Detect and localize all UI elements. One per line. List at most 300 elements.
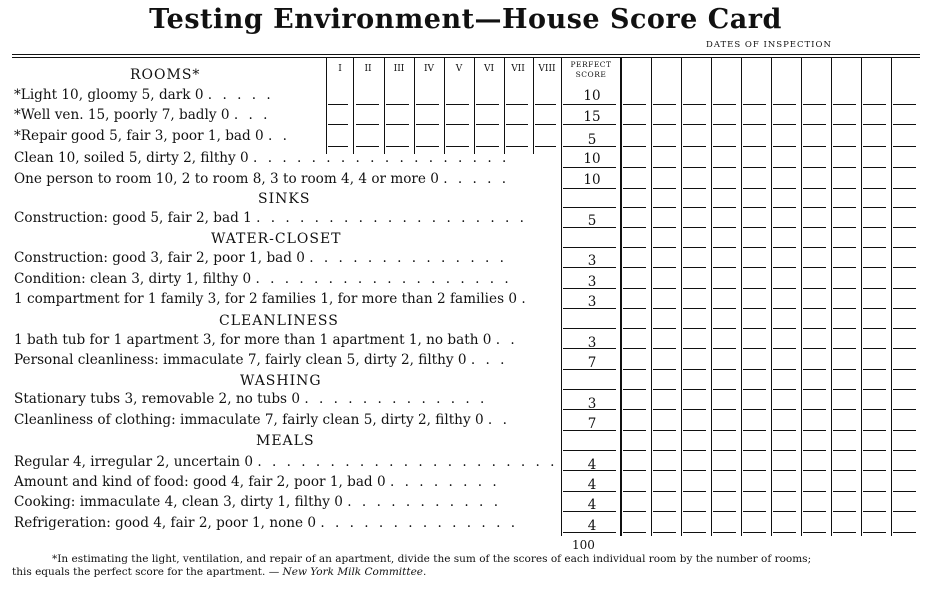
grid-cell-line	[683, 288, 706, 289]
grid-cell-line	[683, 450, 706, 451]
section-washing: WASHING	[240, 373, 322, 389]
grid-cell-line	[563, 247, 616, 248]
grid-cell-line	[773, 288, 796, 289]
item-row	[14, 209, 527, 227]
date-col-line	[801, 58, 802, 536]
item-leader: . . .	[470, 352, 508, 368]
grid-cell-line	[743, 328, 766, 329]
section-cleanliness: CLEANLINESS	[219, 313, 339, 329]
room-header-2: II	[364, 64, 372, 74]
grid-cell-line	[743, 369, 766, 370]
room-cell-line	[476, 146, 499, 147]
grid-cell-line	[563, 188, 616, 189]
grid-cell-line	[833, 288, 856, 289]
perfect-score-value: 4	[587, 477, 597, 493]
grid-cell-line	[773, 450, 796, 451]
grid-cell-line	[623, 308, 646, 309]
grid-cell-line	[683, 227, 706, 228]
grid-cell-line	[653, 409, 676, 410]
grid-cell-line	[743, 308, 766, 309]
perfect-score-value: 5	[587, 213, 597, 229]
grid-cell-line	[833, 146, 856, 147]
item-row	[14, 514, 518, 532]
room-col-line	[474, 58, 475, 154]
grid-cell-line	[623, 328, 646, 329]
grid-cell-line	[893, 207, 916, 208]
grid-cell-line	[683, 409, 706, 410]
grid-cell-line	[683, 308, 706, 309]
page-title: Testing Environment—House Score Card	[149, 4, 782, 35]
grid-cell-line	[893, 491, 916, 492]
grid-cell-line	[743, 227, 766, 228]
room-cell-line	[356, 124, 379, 125]
grid-cell-line	[563, 511, 616, 512]
grid-cell-line	[893, 450, 916, 451]
grid-cell-line	[893, 227, 916, 228]
grid-cell-line	[713, 146, 736, 147]
grid-cell-line	[863, 267, 886, 268]
grid-cell-line	[653, 430, 676, 431]
grid-cell-line	[863, 450, 886, 451]
grid-cell-line	[713, 207, 736, 208]
item-label: Construction: good 5, fair 2, bad 1	[14, 210, 252, 226]
grid-cell-line	[653, 308, 676, 309]
grid-cell-line	[683, 369, 706, 370]
grid-cell-line	[833, 167, 856, 168]
grid-cell-line	[713, 308, 736, 309]
grid-cell-line	[893, 267, 916, 268]
item-label: Construction: good 3, fair 2, poor 1, bad 0	[14, 250, 305, 266]
grid-cell-line	[833, 188, 856, 189]
grid-cell-line	[893, 511, 916, 512]
grid-cell-line	[893, 167, 916, 168]
grid-cell-line	[623, 104, 646, 105]
room-cell-line	[386, 124, 409, 125]
grid-cell-line	[713, 532, 736, 533]
grid-cell-line	[833, 470, 856, 471]
grid-cell-line	[773, 369, 796, 370]
grid-cell-line	[653, 267, 676, 268]
room-cell-line	[356, 104, 379, 105]
grid-cell-line	[743, 167, 766, 168]
grid-cell-line	[683, 328, 706, 329]
grid-cell-line	[773, 389, 796, 390]
grid-cell-line	[773, 532, 796, 533]
grid-cell-line	[833, 389, 856, 390]
item-leader: . .	[495, 332, 518, 348]
grid-cell-line	[743, 207, 766, 208]
grid-cell-line	[773, 188, 796, 189]
item-row	[14, 390, 487, 408]
grid-cell-line	[683, 511, 706, 512]
section-sinks: SINKS	[258, 191, 311, 207]
grid-cell-line	[773, 124, 796, 125]
grid-cell-line	[803, 124, 826, 125]
grid-cell-line	[653, 532, 676, 533]
grid-cell-line	[833, 207, 856, 208]
grid-cell-line	[803, 430, 826, 431]
grid-cell-line	[563, 491, 616, 492]
grid-cell-line	[863, 491, 886, 492]
item-row	[14, 149, 509, 167]
room-col-line	[353, 58, 354, 154]
room-cell-line	[446, 104, 469, 105]
grid-cell-line	[713, 430, 736, 431]
grid-cell-line	[803, 348, 826, 349]
grid-cell-line	[623, 348, 646, 349]
grid-cell-line	[863, 207, 886, 208]
item-leader: . . . . . . . . . . . . . . . . . . . . .	[257, 454, 558, 470]
section-rooms: ROOMS*	[130, 67, 201, 83]
perfect-score-header-line1: PERFECT	[570, 60, 612, 69]
grid-cell-line	[833, 328, 856, 329]
grid-cell-line	[683, 267, 706, 268]
item-label: 1 bath tub for 1 apartment 3, for more than 1 apartment 1, no bath 0	[14, 332, 492, 348]
grid-cell-line	[803, 227, 826, 228]
perfect-score-value: 3	[587, 396, 597, 412]
grid-cell-line	[623, 450, 646, 451]
grid-cell-line	[893, 348, 916, 349]
grid-cell-line	[803, 511, 826, 512]
footnote-line-1: *In estimating the light, ventilation, and repair of an apartment, divide the sum of the scores of each individual room by the number of rooms;	[52, 553, 812, 565]
grid-cell-line	[683, 430, 706, 431]
item-label: *Repair good 5, fair 3, poor 1, bad 0	[14, 128, 264, 144]
grid-cell-line	[773, 308, 796, 309]
grid-cell-line	[803, 188, 826, 189]
grid-cell-line	[713, 348, 736, 349]
grid-cell-line	[563, 207, 616, 208]
grid-cell-line	[713, 491, 736, 492]
grid-cell-line	[803, 532, 826, 533]
item-label: Amount and kind of food: good 4, fair 2, poor 1, bad 0	[14, 474, 386, 490]
date-col-line	[681, 58, 682, 536]
grid-cell-line	[563, 348, 616, 349]
item-leader: . . . . . . . .	[389, 474, 500, 490]
grid-cell-line	[623, 207, 646, 208]
room-header-1: I	[338, 64, 342, 74]
item-leader: . . .	[233, 107, 271, 123]
grid-cell-line	[623, 470, 646, 471]
grid-cell-line	[623, 146, 646, 147]
footnote-line-2	[12, 566, 426, 579]
grid-cell-line	[743, 532, 766, 533]
grid-cell-line	[713, 267, 736, 268]
grid-cell-line	[653, 167, 676, 168]
perfect-score-value: 3	[587, 335, 597, 351]
grid-cell-line	[713, 450, 736, 451]
grid-cell-line	[623, 188, 646, 189]
grid-cell-line	[893, 369, 916, 370]
perfect-score-value: 10	[583, 88, 601, 104]
grid-cell-line	[563, 104, 616, 105]
item-label: Stationary tubs 3, removable 2, no tubs 0	[14, 391, 300, 407]
grid-cell-line	[683, 348, 706, 349]
grid-cell-line	[683, 491, 706, 492]
perfect-score-value: 5	[587, 132, 597, 148]
grid-cell-line	[653, 124, 676, 125]
grid-cell-line	[563, 146, 616, 147]
grid-cell-line	[803, 328, 826, 329]
grid-cell-line	[743, 491, 766, 492]
item-row	[14, 106, 270, 124]
grid-cell-line	[713, 369, 736, 370]
grid-cell-line	[863, 348, 886, 349]
grid-cell-line	[833, 308, 856, 309]
grid-cell-line	[683, 104, 706, 105]
grid-cell-line	[743, 288, 766, 289]
item-leader: . . . . . . . . . . .	[347, 494, 502, 510]
grid-cell-line	[623, 227, 646, 228]
grid-cell-line	[683, 389, 706, 390]
grid-cell-line	[623, 409, 646, 410]
grid-cell-line	[863, 389, 886, 390]
grid-cell-line	[893, 146, 916, 147]
grid-cell-line	[893, 389, 916, 390]
item-leader: . . . . . . . . . . . . . . . . . .	[253, 150, 510, 166]
grid-cell-line	[713, 167, 736, 168]
grid-cell-line	[683, 146, 706, 147]
room-cell-line	[416, 104, 439, 105]
grid-cell-line	[683, 188, 706, 189]
grid-cell-line	[893, 328, 916, 329]
room-cell-line	[446, 124, 469, 125]
grid-cell-line	[563, 389, 616, 390]
grid-cell-line	[563, 409, 616, 410]
grid-cell-line	[863, 308, 886, 309]
grid-cell-line	[713, 470, 736, 471]
grid-cell-line	[653, 511, 676, 512]
perfect-score-value: 3	[587, 274, 597, 290]
grid-cell-line	[563, 430, 616, 431]
grid-cell-line	[833, 450, 856, 451]
item-leader: . . . . . . . . . . . . . .	[320, 515, 519, 531]
perfect-score-value: 3	[587, 294, 597, 310]
grid-cell-line	[833, 409, 856, 410]
grid-cell-line	[743, 430, 766, 431]
item-row	[14, 453, 558, 471]
grid-cell-line	[653, 389, 676, 390]
total-perfect-score: 100	[572, 538, 595, 552]
grid-cell-line	[863, 369, 886, 370]
grid-cell-line	[893, 409, 916, 410]
item-label: Cooking: immaculate 4, clean 3, dirty 1, filthy 0	[14, 494, 343, 510]
item-row	[14, 290, 529, 308]
grid-cell-line	[863, 328, 886, 329]
grid-cell-line	[683, 532, 706, 533]
grid-cell-line	[713, 104, 736, 105]
grid-cell-line	[623, 267, 646, 268]
grid-cell-line	[803, 450, 826, 451]
dates-of-inspection-label: DATES OF INSPECTION	[706, 40, 832, 50]
grid-cell-line	[833, 104, 856, 105]
room-cell-line	[535, 124, 556, 125]
room-cell-line	[446, 146, 469, 147]
grid-cell-line	[683, 124, 706, 125]
room-col-line	[384, 58, 385, 154]
grid-cell-line	[803, 369, 826, 370]
item-label: *Light 10, gloomy 5, dark 0	[14, 87, 204, 103]
item-leader: . . . . .	[443, 171, 510, 187]
perfect-score-header-line2: SCORE	[575, 70, 607, 79]
grid-cell-line	[863, 511, 886, 512]
grid-cell-line	[833, 348, 856, 349]
grid-cell-line	[713, 288, 736, 289]
grid-cell-line	[863, 470, 886, 471]
grid-cell-line	[713, 188, 736, 189]
grid-cell-line	[653, 450, 676, 451]
grid-cell-line	[683, 247, 706, 248]
grid-cell-line	[623, 167, 646, 168]
grid-cell-line	[653, 247, 676, 248]
perfect-score-value: 10	[583, 172, 601, 188]
grid-cell-line	[863, 409, 886, 410]
room-cell-line	[328, 104, 348, 105]
room-col-line	[414, 58, 415, 154]
date-col-line	[891, 58, 892, 536]
grid-cell-line	[623, 389, 646, 390]
grid-cell-line	[803, 207, 826, 208]
grid-cell-line	[773, 247, 796, 248]
footnote-line-2-text: this equals the perfect score for the apartment. —	[12, 566, 280, 578]
grid-cell-line	[773, 104, 796, 105]
grid-cell-line	[863, 146, 886, 147]
room-cell-line	[416, 146, 439, 147]
item-row	[14, 249, 507, 267]
grid-cell-line	[563, 470, 616, 471]
room-cell-line	[356, 146, 379, 147]
item-leader: .	[521, 291, 529, 307]
grid-cell-line	[743, 409, 766, 410]
grid-cell-line	[803, 491, 826, 492]
perfect-score-value: 4	[587, 518, 597, 534]
perfect-score-value: 10	[583, 151, 601, 167]
grid-cell-line	[773, 167, 796, 168]
grid-cell-line	[773, 267, 796, 268]
grid-cell-line	[623, 532, 646, 533]
grid-cell-line	[653, 470, 676, 471]
item-leader: . . . . . . . . . . . . .	[304, 391, 488, 407]
item-row	[14, 411, 510, 429]
grid-cell-line	[623, 511, 646, 512]
grid-cell-line	[893, 532, 916, 533]
perfect-score-value: 3	[587, 253, 597, 269]
grid-cell-line	[863, 188, 886, 189]
grid-cell-line	[893, 470, 916, 471]
grid-cell-line	[863, 124, 886, 125]
grid-cell-line	[623, 247, 646, 248]
grid-cell-line	[803, 267, 826, 268]
grid-cell-line	[653, 348, 676, 349]
item-label: Regular 4, irregular 2, uncertain 0	[14, 454, 254, 470]
grid-cell-line	[833, 491, 856, 492]
grid-cell-line	[743, 104, 766, 105]
perfect-score-value: 4	[587, 457, 597, 473]
item-leader: . . . . .	[207, 87, 274, 103]
grid-cell-line	[743, 188, 766, 189]
grid-cell-line	[713, 227, 736, 228]
grid-cell-line	[803, 389, 826, 390]
grid-cell-line	[863, 288, 886, 289]
grid-cell-line	[773, 491, 796, 492]
grid-cell-line	[713, 124, 736, 125]
grid-cell-line	[623, 491, 646, 492]
grid-cell-line	[653, 369, 676, 370]
room-cell-line	[506, 124, 528, 125]
grid-cell-line	[563, 532, 616, 533]
grid-cell-line	[563, 328, 616, 329]
grid-cell-line	[563, 308, 616, 309]
perfect-score-header	[562, 60, 620, 80]
grid-cell-line	[893, 188, 916, 189]
grid-cell-line	[653, 491, 676, 492]
item-row	[14, 86, 274, 104]
item-label: Personal cleanliness: immaculate 7, fairly clean 5, dirty 2, filthy 0	[14, 352, 467, 368]
grid-cell-line	[773, 348, 796, 349]
grid-cell-line	[773, 430, 796, 431]
grid-cell-line	[893, 247, 916, 248]
grid-cell-line	[563, 288, 616, 289]
date-col-line	[771, 58, 772, 536]
grid-cell-line	[863, 104, 886, 105]
grid-cell-line	[803, 288, 826, 289]
item-row	[14, 331, 518, 349]
item-label: Refrigeration: good 4, fair 2, poor 1, none 0	[14, 515, 317, 531]
room-cell-line	[328, 146, 348, 147]
grid-cell-line	[803, 146, 826, 147]
grid-cell-line	[713, 389, 736, 390]
room-cell-line	[328, 124, 348, 125]
item-row	[14, 493, 501, 511]
grid-cell-line	[743, 267, 766, 268]
item-row	[14, 270, 512, 288]
room-cell-line	[535, 104, 556, 105]
room-cell-line	[386, 146, 409, 147]
grid-cell-line	[623, 430, 646, 431]
room-cell-line	[535, 146, 556, 147]
grid-cell-line	[653, 328, 676, 329]
grid-cell-line	[563, 450, 616, 451]
grid-cell-line	[563, 124, 616, 125]
grid-cell-line	[743, 511, 766, 512]
grid-cell-line	[713, 409, 736, 410]
grid-cell-line	[653, 227, 676, 228]
perfect-score-value: 15	[583, 109, 601, 125]
grid-cell-line	[893, 430, 916, 431]
item-label: Condition: clean 3, dirty 1, filthy 0	[14, 271, 252, 287]
grid-cell-line	[833, 247, 856, 248]
item-row	[14, 170, 509, 188]
grid-cell-line	[713, 247, 736, 248]
perfect-score-value: 7	[587, 416, 597, 432]
item-leader: . . . . . . . . . . . . . .	[309, 250, 507, 266]
grid-cell-line	[743, 348, 766, 349]
header-rule-top	[12, 54, 920, 55]
room-cell-line	[476, 104, 499, 105]
grid-cell-line	[563, 369, 616, 370]
grid-cell-line	[563, 227, 616, 228]
grid-cell-line	[803, 104, 826, 105]
room-header-3: III	[393, 64, 405, 74]
grid-cell-line	[773, 328, 796, 329]
grid-cell-line	[833, 369, 856, 370]
grid-cell-line	[653, 146, 676, 147]
grid-cell-line	[803, 470, 826, 471]
item-leader: . . . . . . . . . . . . . . . . . . .	[256, 210, 527, 226]
room-cell-line	[506, 146, 528, 147]
room-cell-line	[416, 124, 439, 125]
grid-cell-line	[683, 470, 706, 471]
grid-cell-line	[773, 227, 796, 228]
